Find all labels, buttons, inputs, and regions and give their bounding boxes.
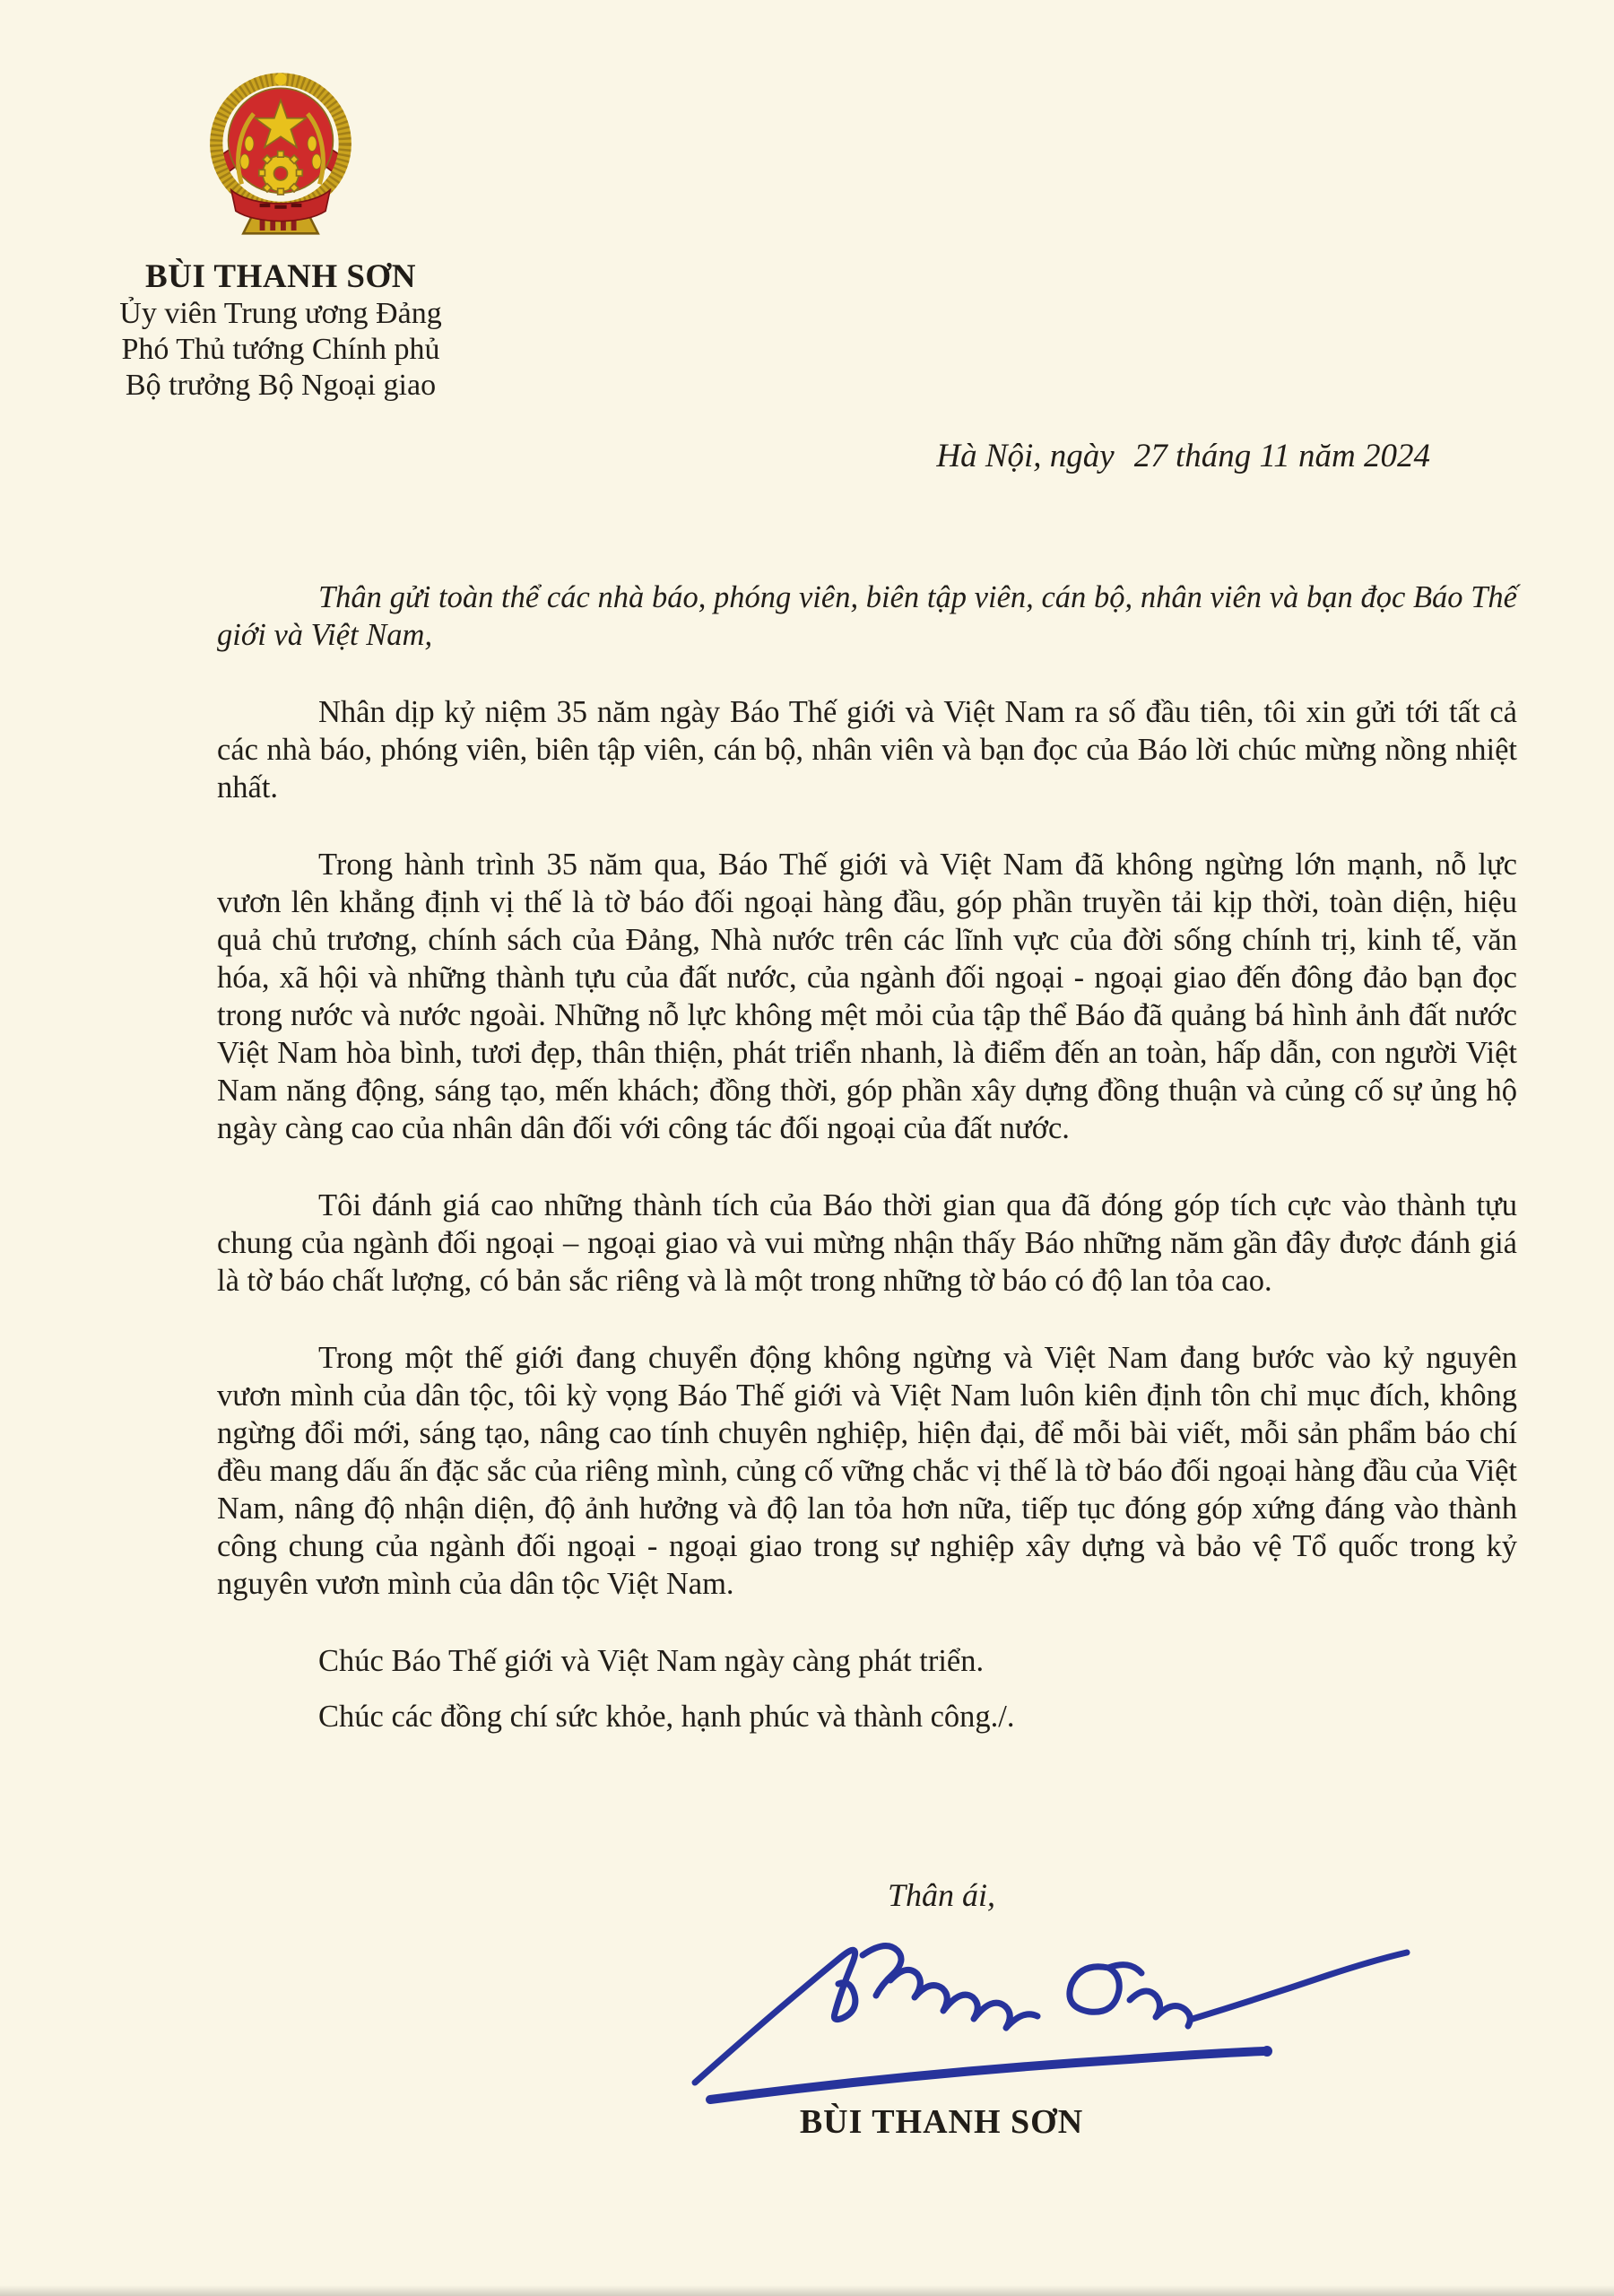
paragraph-2: Trong hành trình 35 năm qua, Báo Thế giới và Việt Nam đã không ngừng lớn mạnh, nỗ lực vươn lên khẳng định vị thế là tờ báo đối ngoại hàng đầu, góp phần truyền tải kịp thời, toàn diện, hiệu quả chủ trương, chính sách của Đảng, Nhà nước trên các lĩnh vực của đời sống chính trị, kinh tế, văn hóa, xã hội và những thành tựu của đất nước, của ngành đối ngoại - ngoại giao đến đông đảo bạn đọc trong nước và nước ngoài. Những nỗ lực không mệt mỏi của tập thể Báo đã quảng bá hình ảnh đất nước Việt Nam hòa bình, tươi đẹp, thân thiện, phát triển nhanh, là điểm đến an toàn, hấp dẫn, con người Việt Nam năng động, sáng tạo, mến khách; đồng thời, góp phần xây dựng đồng thuận và củng cố sự ủng hộ ngày càng cao của nhân dân đối với công tác đối ngoại của đất nước. bbox=[217, 848, 1517, 1145]
signer-name: BÙI THANH SƠN bbox=[799, 2103, 1084, 2141]
dateline-place: Hà Nội, ngày bbox=[936, 438, 1115, 474]
closing-line-2: Chúc các đồng chí sức khỏe, hạnh phúc và thành công./. bbox=[318, 1700, 1015, 1734]
letterhead-title-1: Ủy viên Trung ương Đảng bbox=[119, 297, 442, 330]
scan-edge-artifact bbox=[0, 2285, 1614, 2296]
letter-body bbox=[217, 578, 1517, 1753]
letterhead-name: BÙI THANH SƠN bbox=[145, 258, 416, 295]
dateline bbox=[936, 437, 1430, 475]
vietnam-national-emblem-icon bbox=[203, 72, 359, 244]
letterhead bbox=[92, 72, 469, 404]
closing-line-1: Chúc Báo Thế giới và Việt Nam ngày càng phát triển. bbox=[318, 1644, 985, 1678]
paragraph-1: Nhân dịp kỷ niệm 35 năm ngày Báo Thế giới và Việt Nam ra số đầu tiên, tôi xin gửi tới tất cả các nhà báo, phóng viên, biên tập viên, cán bộ, nhân viên và bạn đọc của Báo lời chúc mừng nồng nhiệt nhất. bbox=[217, 695, 1517, 804]
valediction: Thân ái, bbox=[887, 1877, 996, 1913]
paragraph-4: Trong một thế giới đang chuyển động không ngừng và Việt Nam đang bước vào kỷ nguyên vươn mình của dân tộc, tôi kỳ vọng Báo Thế giới và Việt Nam luôn kiên định tôn chỉ mục đích, không ngừng đổi mới, sáng tạo, nâng cao tính chuyên nghiệp, hiện đại, để mỗi bài viết, mỗi sản phẩm báo chí đều mang dấu ấn đặc sắc của riêng mình, củng cố vững chắc vị thế là tờ báo đối ngoại hàng đầu của Việt Nam, nâng độ nhận diện, độ ảnh hưởng và độ lan tỏa hơn nữa, tiếp tục đóng góp xứng đáng vào thành công chung của ngành đối ngoại - ngoại giao trong sự nghiệp xây dựng và bảo vệ Tổ quốc trong kỷ nguyên vươn mình của dân tộc Việt Nam. bbox=[217, 1341, 1517, 1601]
paragraph-3: Tôi đánh giá cao những thành tích của Báo thời gian qua đã đóng góp tích cực vào thành tựu chung của ngành đối ngoại – ngoại giao và vui mừng nhận thấy Báo những năm gần đây được đánh giá là tờ báo chất lượng, có bản sắc riêng và là một trong những tờ báo có độ lan tỏa cao. bbox=[217, 1188, 1517, 1298]
dateline-date: 27 tháng 11 năm 2024 bbox=[1133, 438, 1430, 474]
signature-handwriting bbox=[628, 1928, 1435, 2126]
letterhead-title-2: Phó Thủ tướng Chính phủ bbox=[121, 333, 440, 366]
letterhead-title-3: Bộ trưởng Bộ Ngoại giao bbox=[125, 369, 437, 402]
salutation: Thân gửi toàn thể các nhà báo, phóng viên, biên tập viên, cán bộ, nhân viên và bạn đọc Báo Thế giới và Việt Nam, bbox=[217, 580, 1517, 652]
